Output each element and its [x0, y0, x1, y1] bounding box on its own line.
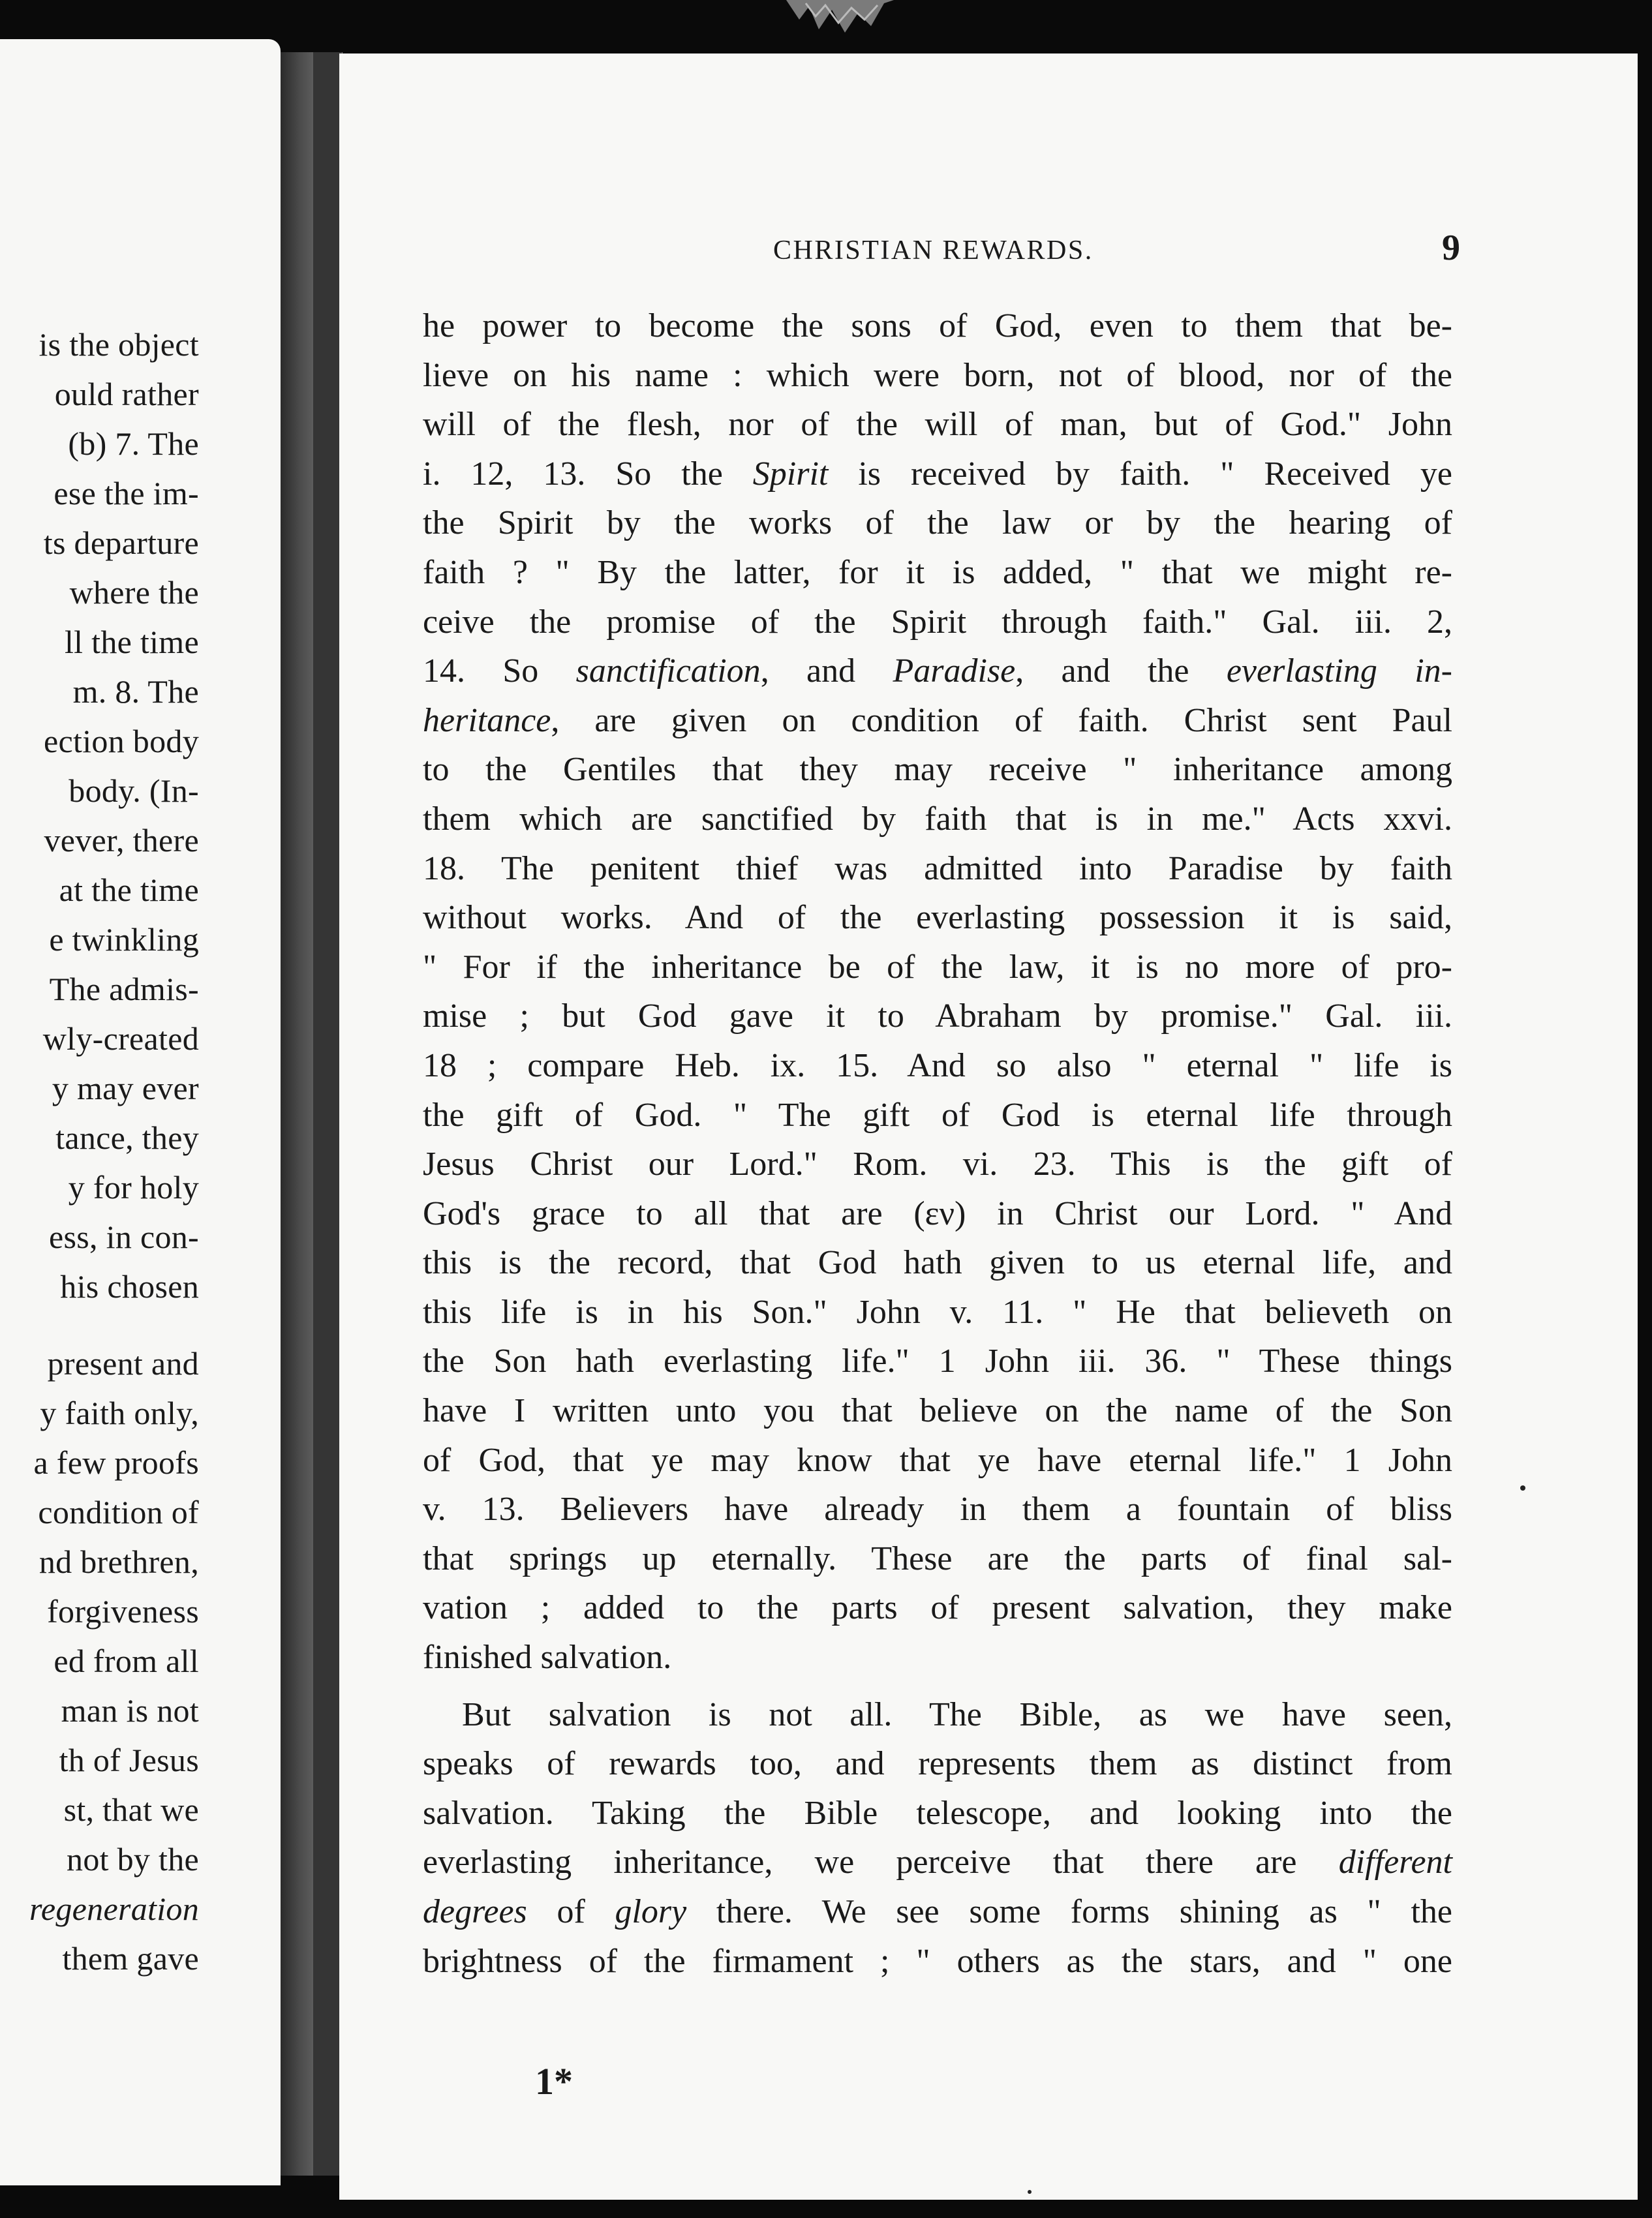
facing-page-line: vever, there [44, 822, 199, 858]
text-line: everlasting inheritance, we perceive that there are different [423, 1844, 1452, 1881]
text-line: mise ; but God gave it to Abraham by promise." Gal. iii. [423, 997, 1452, 1035]
facing-page-line: condition of [38, 1494, 199, 1530]
facing-page-line: where the [69, 574, 199, 611]
facing-page-line: forgiveness [47, 1593, 199, 1630]
body-text [423, 301, 1452, 1986]
text-line: the Spirit by the works of the law or by the hearing of [423, 504, 1452, 542]
facing-page-line: man is not [61, 1692, 199, 1729]
facing-page-line: e twinkling [49, 921, 199, 958]
text-line: faith ? " By the latter, for it is added, " that we might re- [423, 553, 1452, 591]
facing-page-line: ed from all [54, 1643, 199, 1679]
page-header [339, 230, 1638, 275]
text-line: to the Gentiles that they may receive " inheritance among [423, 751, 1452, 789]
italic-phrase: sanctification [575, 652, 761, 690]
text-line: heritance, are given on condition of faith. Christ sent Paul [423, 701, 1452, 739]
paper-speck [1520, 1485, 1525, 1491]
text-line: i. 12, 13. So the Spirit is received by faith. " Received ye [423, 455, 1452, 493]
text-line: the Son hath everlasting life." 1 John iii. 36. " These things [423, 1343, 1452, 1380]
facing-page-line: y for holy [68, 1169, 199, 1206]
text-line: " For if the inheritance be of the law, it is no more of pro- [423, 948, 1452, 986]
text-line: have I written unto you that believe on the name of the Son [423, 1392, 1452, 1430]
facing-page-text [0, 320, 199, 1983]
scan-blot [773, 0, 904, 52]
text-line: finished salvation. [423, 1639, 672, 1677]
facing-page-line: at the time [59, 872, 199, 908]
signature-mark: 1* [535, 2060, 573, 2103]
italic-phrase: glory [615, 1893, 687, 1930]
text-line: lieve on his name : which were born, not of blood, nor of the [423, 356, 1452, 394]
paper-speck [1028, 2190, 1032, 2194]
facing-page-line: y may ever [52, 1070, 199, 1106]
facing-page-line: is the object [38, 326, 199, 363]
italic-phrase: different [1338, 1844, 1452, 1881]
text-line: 18 ; compare Heb. ix. 15. And so also " eternal " life is [423, 1046, 1452, 1084]
facing-page-line: ese the im- [54, 475, 199, 511]
text-line: this life is in his Son." John v. 11. " He that believeth on [423, 1293, 1452, 1331]
running-head: CHRISTIAN REWARDS. [773, 235, 1094, 266]
facing-page-line: his chosen [60, 1268, 199, 1305]
facing-page-line: (b) 7. The [68, 425, 199, 462]
facing-page-line: ection body [44, 723, 199, 759]
main-page [339, 53, 1638, 2200]
facing-page-line: regeneration [29, 1891, 199, 1927]
facing-page-line: m. 8. The [72, 673, 199, 710]
facing-page-line: y faith only, [40, 1395, 199, 1431]
gutter-shadow [313, 52, 342, 2176]
facing-page-line: wly-created [42, 1020, 199, 1057]
text-line: ceive the promise of the Spirit through faith." Gal. iii. 2, [423, 603, 1452, 641]
text-line: vation ; added to the parts of present salvation, they make [423, 1589, 1452, 1627]
text-line: the gift of God. " The gift of God is eternal life through [423, 1096, 1452, 1134]
text-line: of God, that ye may know that ye have eternal life." 1 John [423, 1441, 1452, 1479]
text-line: he power to become the sons of God, even to them that be- [423, 307, 1452, 344]
text-line: 18. The penitent thief was admitted into Paradise by faith [423, 849, 1452, 887]
italic-phrase: Spirit [752, 455, 829, 493]
text-line: this is the record, that God hath given to us eternal life, and [423, 1244, 1452, 1282]
italic-phrase: degrees [423, 1893, 527, 1930]
facing-page-line: ould rather [54, 376, 199, 412]
facing-page-line [0, 1311, 199, 1339]
text-line: salvation. Taking the Bible telescope, and looking into the [423, 1794, 1452, 1832]
text-line: will of the flesh, nor of the will of man, but of God." John [423, 406, 1452, 444]
facing-page-line: ess, in con- [49, 1219, 199, 1255]
page-number: 9 [1442, 228, 1460, 268]
facing-page-line: present and [47, 1345, 199, 1382]
text-line: But salvation is not all. The Bible, as we have seen, [462, 1695, 1452, 1733]
italic-phrase: everlasting in- [1226, 652, 1452, 690]
facing-page-line: nd brethren, [38, 1543, 199, 1580]
text-line: v. 13. Believers have already in them a fountain of bliss [423, 1491, 1452, 1528]
text-line: God's grace to all that are (εν) in Christ our Lord. " And [423, 1194, 1452, 1232]
facing-page-line: tance, they [55, 1119, 199, 1156]
facing-page-line: st, that we [63, 1791, 199, 1828]
facing-page [0, 39, 281, 2185]
text-line: that springs up eternally. These are the parts of final sal- [423, 1540, 1452, 1577]
text-line: without works. And of the everlasting possession it is said, [423, 899, 1452, 937]
facing-page-line: ll the time [64, 624, 199, 660]
text-line: them which are sanctified by faith that is in me." Acts xxvi. [423, 800, 1452, 838]
text-line: Jesus Christ our Lord." Rom. vi. 23. This is the gift of [423, 1146, 1452, 1183]
text-line: degrees of glory there. We see some forms shining as " the [423, 1893, 1452, 1930]
text-line: speaks of rewards too, and represents them as distinct from [423, 1745, 1452, 1783]
paragraph-gap [423, 1682, 1452, 1690]
facing-page-line: th of Jesus [59, 1742, 199, 1778]
italic-phrase: heritance [423, 701, 551, 739]
facing-page-line: them gave [62, 1940, 199, 1977]
text-line: brightness of the firmament ; " others as the stars, and " one [423, 1942, 1452, 1980]
facing-page-line: body. (In- [69, 772, 199, 809]
facing-page-line: The admis- [49, 971, 199, 1007]
facing-page-line: a few proofs [33, 1444, 199, 1481]
italic-phrase: Paradise [893, 652, 1016, 690]
facing-page-line: not by the [67, 1841, 199, 1877]
facing-page-line: ts departure [43, 524, 199, 561]
text-line: 14. So sanctification, and Paradise, and the everlasting in- [423, 652, 1452, 690]
